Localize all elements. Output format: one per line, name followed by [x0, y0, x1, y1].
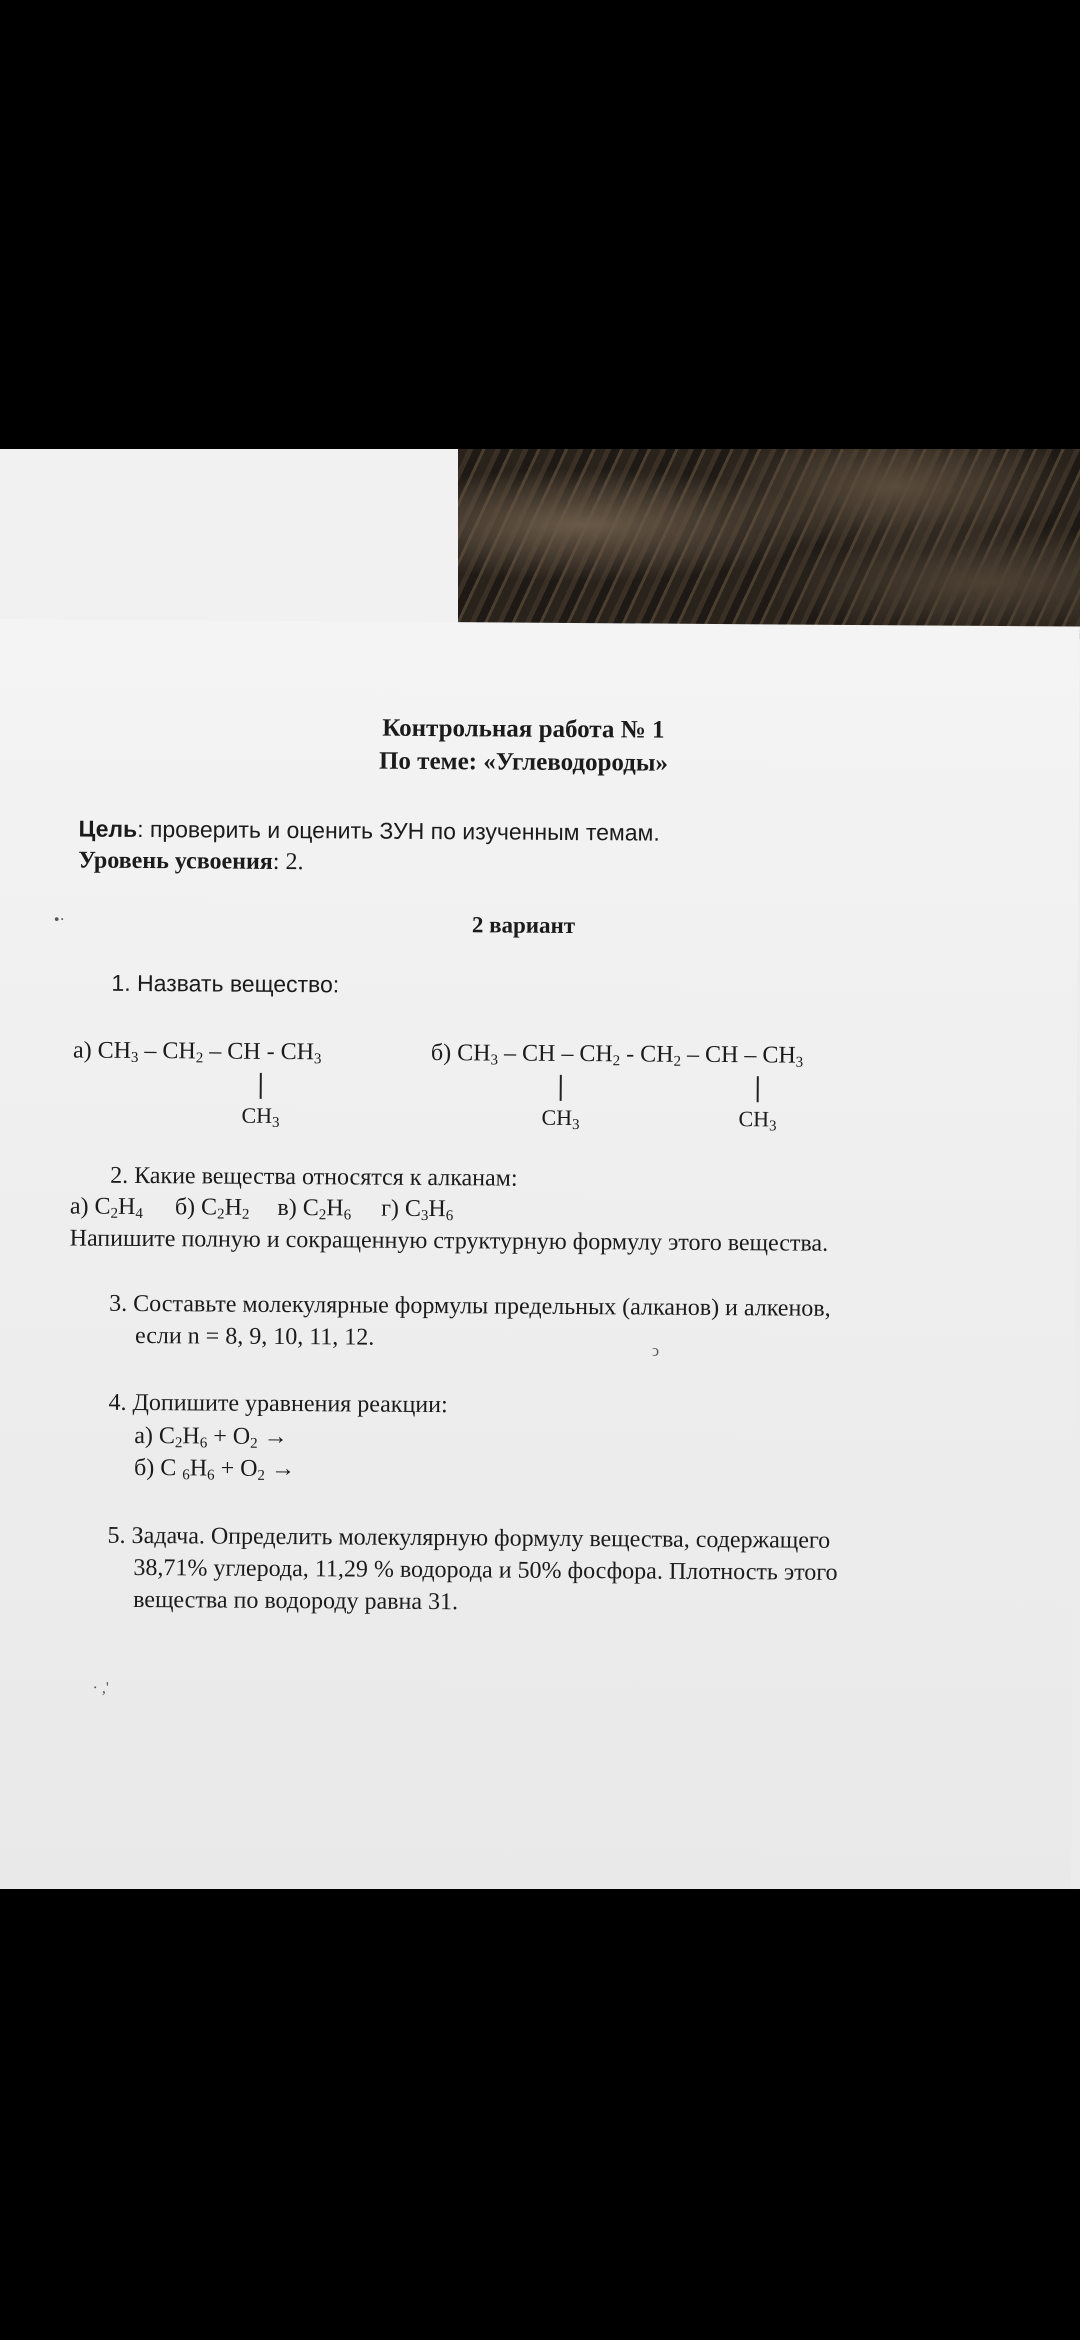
question-1-title: 1. Назвать вещество: — [111, 969, 340, 998]
option-c: в) $C_2H_6$ — [277, 1194, 352, 1224]
page-title: Контрольная работа № 1 — [382, 714, 665, 744]
option-d: г) $C_3H_6$ — [381, 1195, 454, 1225]
pencil-mark: · ,' — [92, 1679, 109, 1697]
option-a: а) $C_2H_4$ — [69, 1193, 143, 1223]
test-sheet — [0, 619, 1080, 1889]
pencil-mark: •· — [53, 911, 65, 929]
goal-text: : проверить и оценить ЗУН по изученным темам. — [137, 815, 660, 846]
formula-b-branch-2: $CH_3$ — [738, 1076, 776, 1132]
pencil-mark: ↄ — [651, 1342, 660, 1360]
question-2-options — [70, 1194, 454, 1224]
photo — [0, 449, 1080, 1889]
equation-b: б) C $_6H_6 + O_2$ → — [133, 1454, 296, 1484]
goal-label: Цель — [78, 815, 138, 842]
question-3-line-1: 3. Составьте молекулярные формулы предельных (алканов) и алкенов, — [109, 1290, 831, 1322]
level-label: Уровень усвоения — [78, 847, 273, 875]
goal-line — [78, 816, 659, 847]
background-paper — [0, 449, 470, 639]
formula-b-branch-1: $CH_3$ — [541, 1075, 579, 1131]
question-3-line-2: если n = 8, 9, 10, 11, 12. — [134, 1322, 375, 1351]
level-line — [78, 848, 303, 877]
formula-a-branch: $CH_3$ — [241, 1073, 279, 1129]
formula-a: а) $CH_3 - CH_2$ – CH - $CH_3$ — [72, 1037, 322, 1068]
formula-b: б) $CH_3$ – CH – $CH_2 - CH_2$ – CH – $CH_3$ — [430, 1040, 804, 1071]
option-b: б) $C_2H_2$ — [174, 1194, 250, 1223]
equation-a: а) $C_2H_6 + O_2$ → — [134, 1422, 288, 1452]
question-5-line-2: 38,71% углерода, 11,29 % водорода и 50% фосфора. Плотность этого — [133, 1554, 838, 1586]
marble-surface — [458, 449, 1080, 639]
question-2-instruction: Напишите полную и сокращенную структурную формулу этого вещества. — [69, 1225, 829, 1257]
question-2-title: 2. Какие вещества относятся к алканам: — [110, 1162, 518, 1192]
question-4-title: 4. Допишите уравнения реакции: — [108, 1389, 448, 1419]
question-5-line-3: вещества по водороду равна 31. — [133, 1586, 459, 1616]
variant-label: 2 вариант — [471, 912, 576, 939]
question-5-line-1: 5. Задача. Определить молекулярную формулу вещества, содержащего — [107, 1522, 831, 1554]
level-text: : 2. — [272, 848, 304, 876]
page-topic: По теме: «Углеводороды» — [378, 747, 668, 777]
